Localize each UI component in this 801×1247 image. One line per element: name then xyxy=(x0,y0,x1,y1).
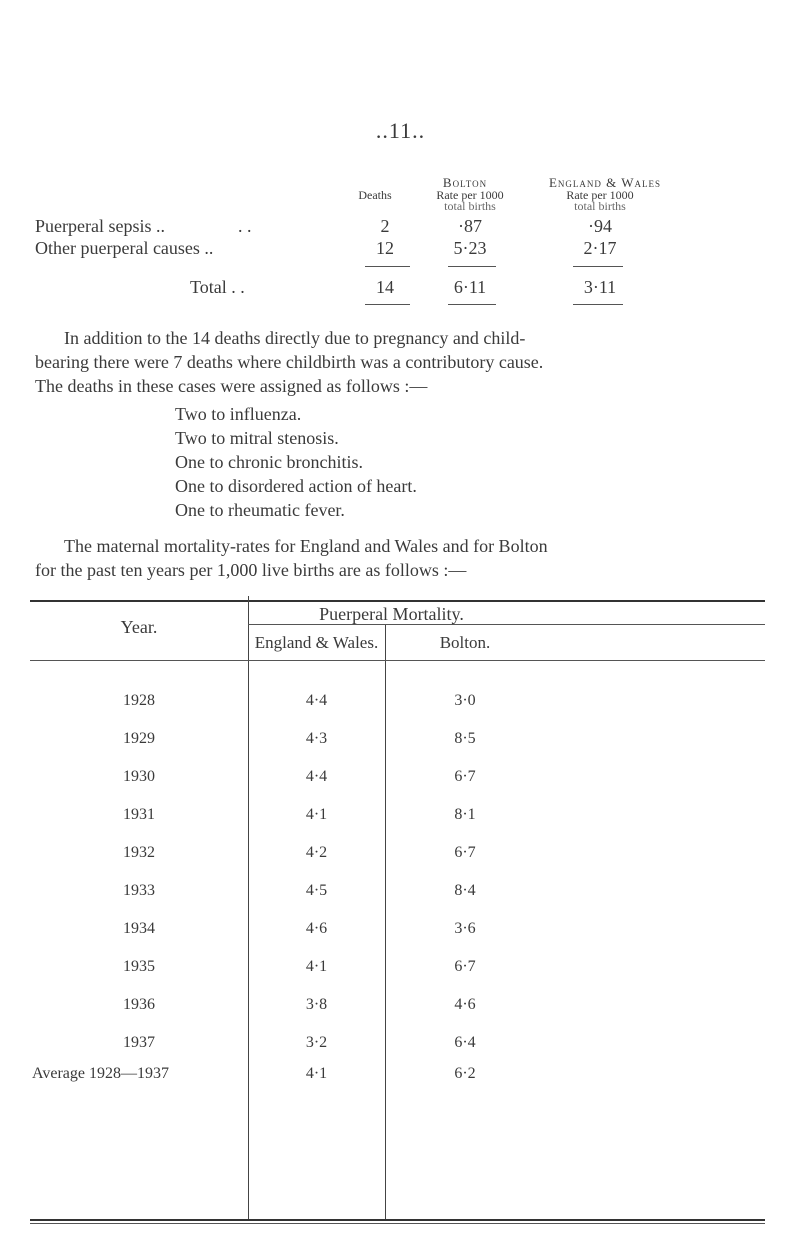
bolton-cell: 6·7 xyxy=(454,958,476,975)
bolton-cell: 4·6 xyxy=(454,996,476,1013)
other-bolton-rate: 5·23 xyxy=(453,238,487,258)
bolton-col-header: Bolton. xyxy=(439,633,491,652)
year-cell: 1929 xyxy=(123,730,155,747)
year-cell: 1931 xyxy=(123,806,155,823)
row-leader-dots: . . xyxy=(238,216,252,236)
year-cell: 1928 xyxy=(123,692,155,709)
cause-item: Two to influenza. xyxy=(175,404,302,424)
year-cell: 1933 xyxy=(123,882,155,899)
year-cell: 1934 xyxy=(123,920,155,937)
average-label: Average 1928—1937 xyxy=(32,1065,169,1082)
table-top-rule xyxy=(30,600,765,602)
average-england: 4·1 xyxy=(305,1065,328,1082)
cause-item: One to disordered action of heart. xyxy=(175,476,417,496)
england-cell: 4·3 xyxy=(305,730,328,747)
bolton-group-header: Bolton xyxy=(442,175,488,190)
paragraph-line: for the past ten years per 1,000 live births are as follows :— xyxy=(35,560,467,580)
total-ew-rate: 3·11 xyxy=(583,277,617,297)
sepsis-deaths: 2 xyxy=(380,216,390,236)
table-bottom-rule xyxy=(30,1223,765,1224)
england-cell: 4·6 xyxy=(305,920,328,937)
england-cell: 4·2 xyxy=(305,844,328,861)
header-bottom-rule xyxy=(30,660,765,661)
england-cell: 4·1 xyxy=(305,806,328,823)
ew-rate-header-line1: Rate per 1000 xyxy=(566,188,634,202)
total-rule-bottom xyxy=(365,304,410,305)
bolton-cell: 8·4 xyxy=(454,882,476,899)
bolton-cell: 3·6 xyxy=(454,920,476,937)
england-wales-group-header: England & Wales xyxy=(548,175,662,190)
row-label-other: Other puerperal causes .. xyxy=(35,238,214,258)
total-rule-top xyxy=(448,266,496,267)
ew-rate-header-line2: total births xyxy=(574,199,626,213)
total-rule-top xyxy=(365,266,410,267)
paragraph-line: In addition to the 14 deaths directly due to pregnancy and child- xyxy=(64,328,526,348)
sepsis-ew-rate: ·94 xyxy=(588,216,612,236)
year-header: Year. xyxy=(120,617,158,637)
total-deaths: 14 xyxy=(376,277,394,297)
total-rule-top xyxy=(573,266,623,267)
puerperal-mortality-header: Puerperal Mortality. xyxy=(319,604,464,624)
bolton-cell: 6·4 xyxy=(454,1034,476,1051)
england-cell: 3·2 xyxy=(305,1034,328,1051)
year-cell: 1936 xyxy=(123,996,155,1013)
paragraph-line: The maternal mortality-rates for England and Wales and for Bolton xyxy=(64,536,548,556)
total-rule-bottom xyxy=(573,304,623,305)
year-cell: 1932 xyxy=(123,844,155,861)
england-cell: 4·4 xyxy=(305,692,328,709)
paragraph-line: The deaths in these cases were assigned as follows :— xyxy=(35,376,428,396)
cause-item: Two to mitral stenosis. xyxy=(175,428,339,448)
other-ew-rate: 2·17 xyxy=(583,238,617,258)
paragraph-line: bearing there were 7 deaths where childbirth was a contributory cause. xyxy=(35,352,544,372)
bolton-cell: 8·5 xyxy=(454,730,476,747)
sepsis-bolton-rate: ·87 xyxy=(458,216,482,236)
total-label: Total . . xyxy=(190,277,245,297)
england-cell: 4·5 xyxy=(305,882,328,899)
total-rule-bottom xyxy=(448,304,496,305)
table-bottom-rule xyxy=(30,1219,765,1221)
england-cell: 3·8 xyxy=(305,996,328,1013)
average-bolton: 6·2 xyxy=(454,1065,476,1082)
year-cell: 1930 xyxy=(123,768,155,785)
column-divider xyxy=(248,596,249,1219)
england-cell: 4·1 xyxy=(305,958,328,975)
year-cell: 1937 xyxy=(123,1034,155,1051)
cause-item: One to rheumatic fever. xyxy=(175,500,345,520)
england-cell: 4·4 xyxy=(305,768,328,785)
other-deaths: 12 xyxy=(376,238,394,258)
bolton-rate-header-line1: Rate per 1000 xyxy=(436,188,504,202)
bolton-cell: 6·7 xyxy=(454,768,476,785)
deaths-col-header: Deaths xyxy=(358,188,392,202)
cause-item: One to chronic bronchitis. xyxy=(175,452,363,472)
bolton-cell: 8·1 xyxy=(454,806,476,823)
england-wales-col-header: England & Wales. xyxy=(254,633,379,652)
page-number: ..11.. xyxy=(375,118,426,143)
bolton-cell: 6·7 xyxy=(454,844,476,861)
bolton-rate-header-line2: total births xyxy=(444,199,496,213)
total-bolton-rate: 6·11 xyxy=(453,277,487,297)
year-cell: 1935 xyxy=(123,958,155,975)
row-label-sepsis: Puerperal sepsis .. xyxy=(35,216,165,236)
bolton-cell: 3·0 xyxy=(454,692,476,709)
